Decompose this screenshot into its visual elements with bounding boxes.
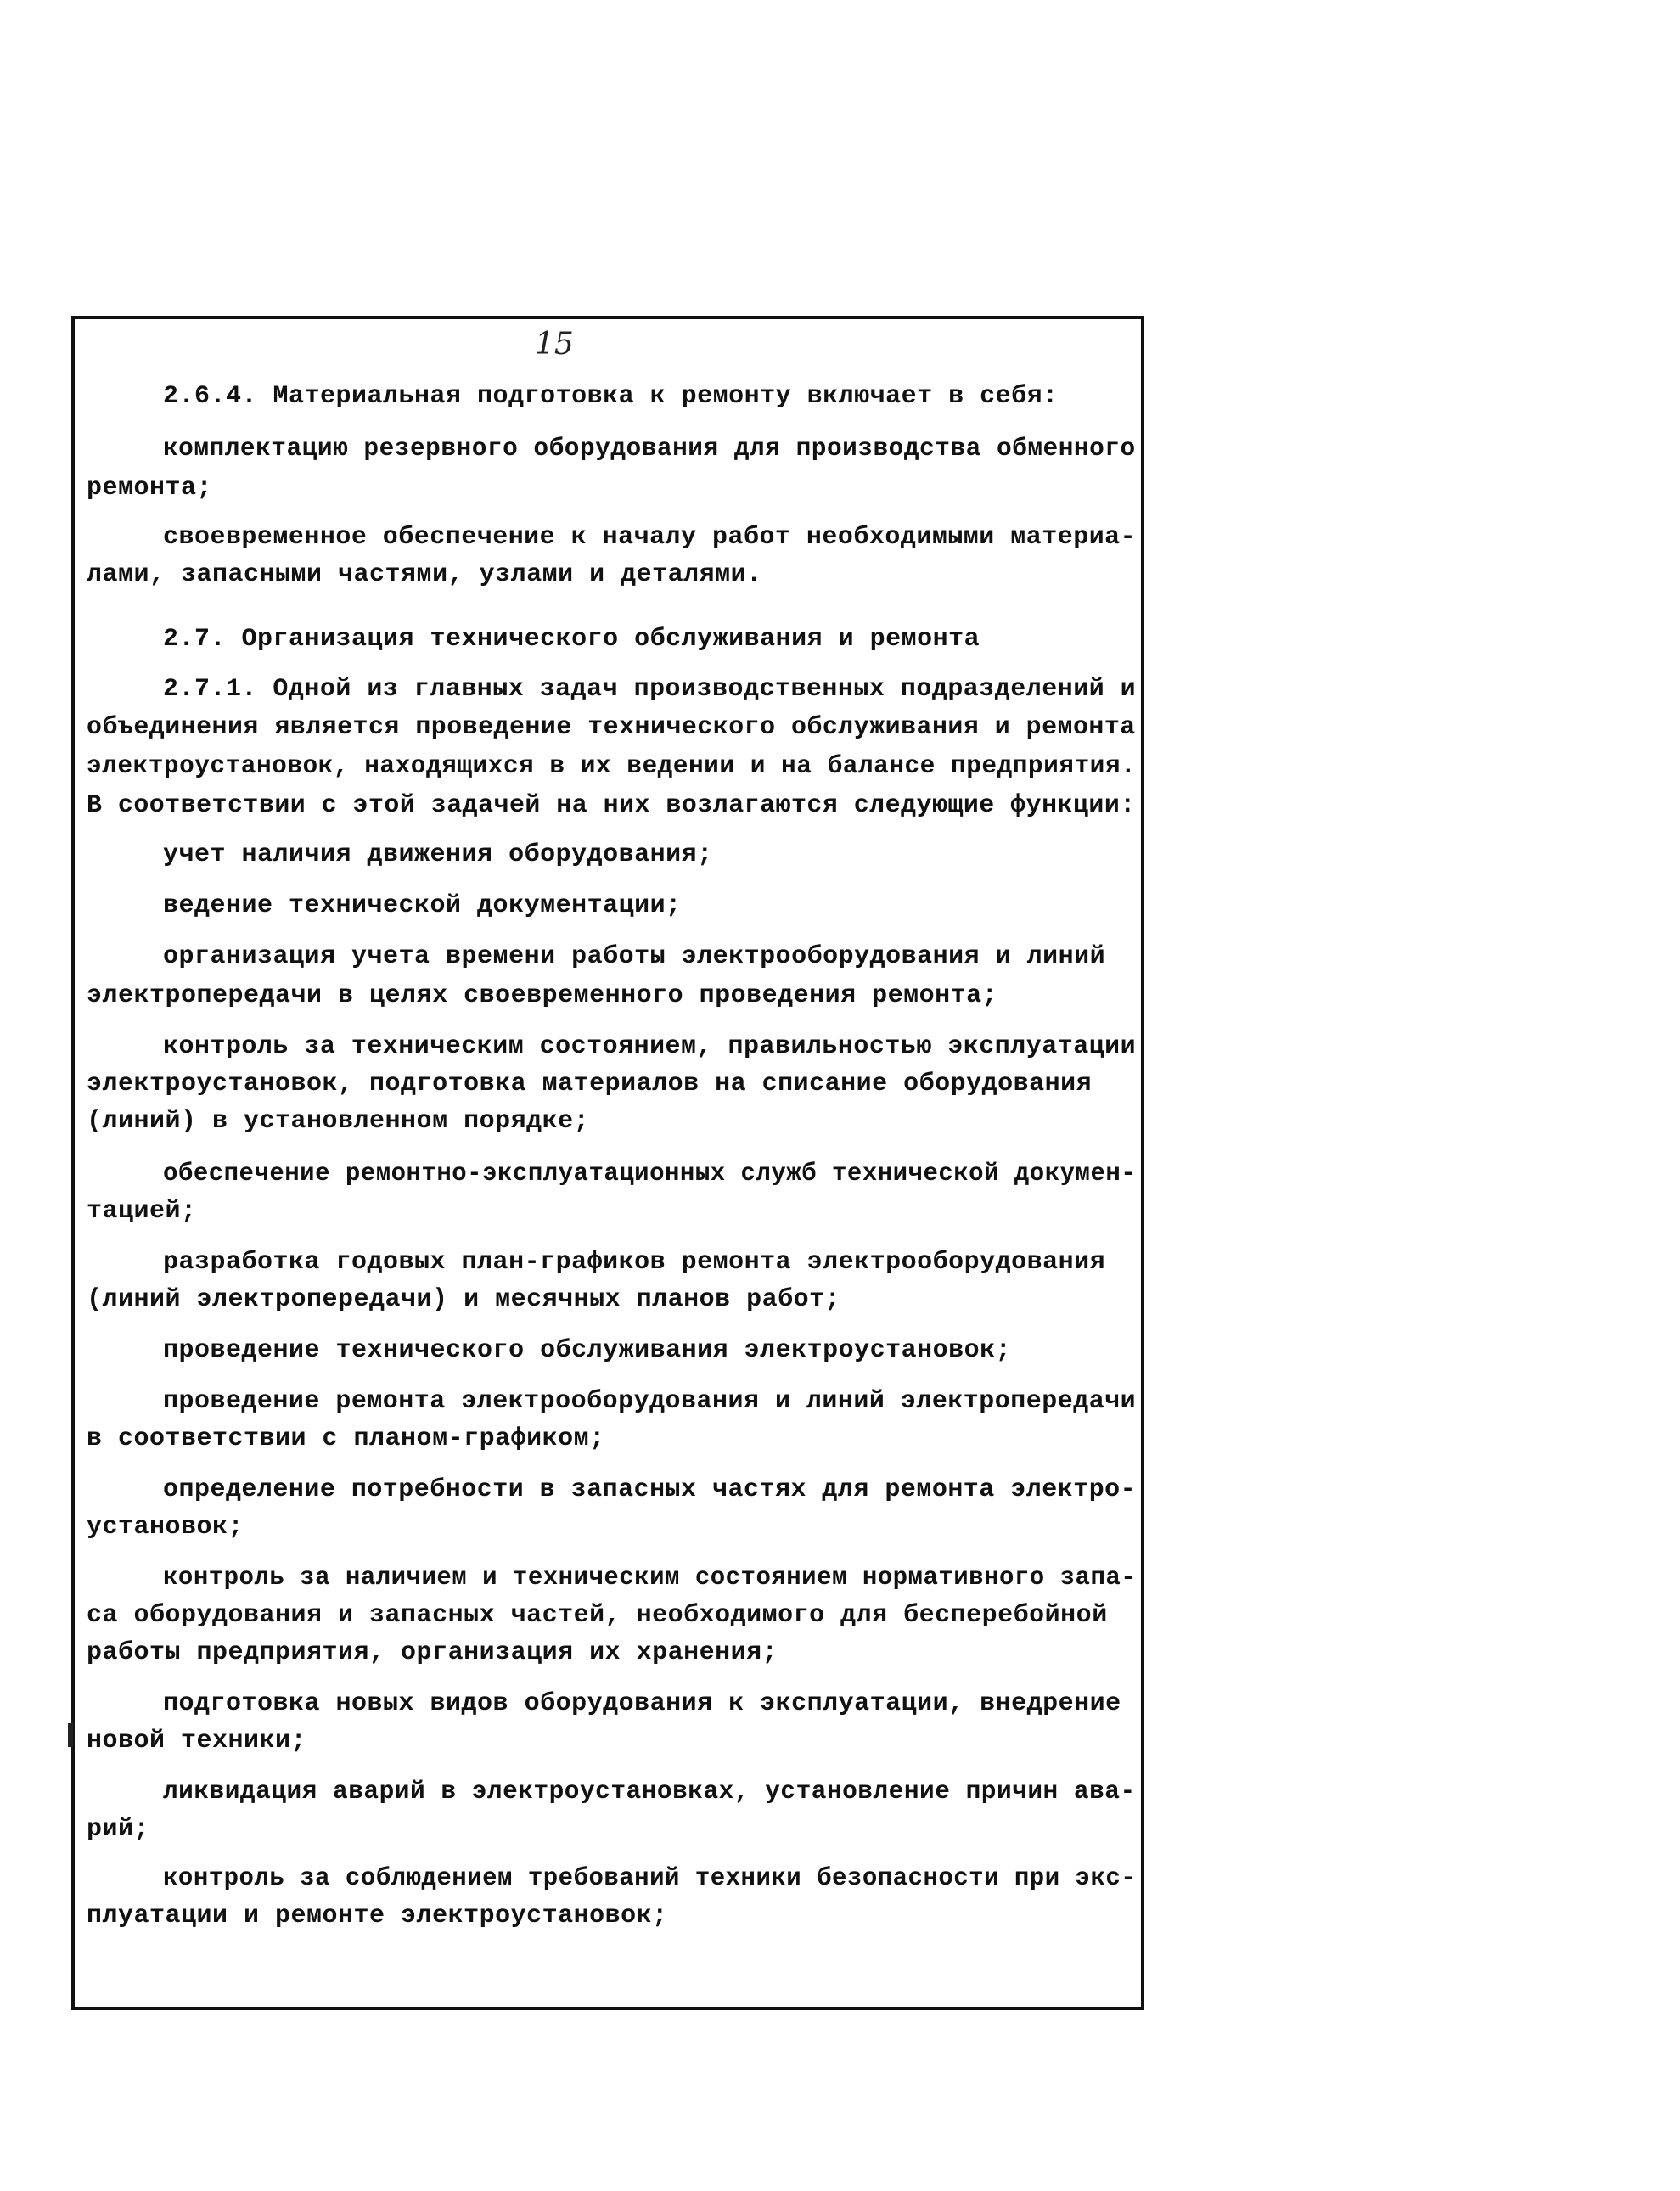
text-line: в соответствии с планом-графиком; (87, 1424, 605, 1453)
text-line: организация учета времени работы электрооборудования и линий (163, 942, 1106, 971)
text-line: электроустановок, подготовка материалов на списание оборудования (87, 1070, 1093, 1098)
text-line: своевременное обеспечение к началу работ необходимыми материа- (163, 523, 1137, 552)
text-line: са оборудования и запасных частей, необходимого для бесперебойной (87, 1601, 1108, 1630)
text-line: 2.7.1. Одной из главных задач производственных подразделений и (163, 675, 1137, 704)
text-line: определение потребности в запасных частях для ремонта электро- (163, 1475, 1137, 1504)
text-line: 2.6.4. Материальная подготовка к ремонту включает в себя: (163, 382, 1059, 411)
text-line: тацией; (87, 1197, 197, 1226)
text-line: рий; (87, 1815, 150, 1844)
text-line: ремонта; (87, 474, 213, 503)
text-line: электропередачи в целях своевременного проведения ремонта; (87, 981, 998, 1010)
text-line: разработка годовых план-графиков ремонта электрооборудования (163, 1248, 1106, 1277)
text-line: установок; (87, 1513, 244, 1542)
text-line: проведение технического обслуживания электроустановок; (163, 1336, 1012, 1365)
text-line: контроль за наличием и техническим состоянием нормативного запа- (163, 1564, 1137, 1593)
text-line: электроустановок, находящихся в их ведении и на балансе предприятия. (87, 752, 1137, 781)
text-line: проведение ремонта электрооборудования и линий электропередачи (163, 1387, 1137, 1416)
text-line: (линий) в установленном порядке; (87, 1107, 590, 1136)
page-number: 15 (535, 327, 574, 362)
text-line: ликвидация аварий в электроустановках, установление причин ава- (163, 1778, 1136, 1806)
text-line: плуатации и ремонте электроустановок; (87, 1902, 668, 1930)
text-line: контроль за техническим состоянием, правильностью эксплуатации (163, 1032, 1137, 1061)
text-line: лами, запасными частями, узлами и деталями. (87, 560, 762, 589)
text-line: ведение технической документации; (163, 891, 682, 920)
text-line: комплектацию резервного оборудования для производства обменного (163, 435, 1136, 463)
margin-mark (68, 1723, 73, 1747)
text-line: (линий электропередачи) и месячных планов работ; (87, 1285, 841, 1314)
text-line: новой техники; (87, 1727, 307, 1756)
section-heading: 2.7. Организация технического обслуживания и ремонта (163, 625, 980, 654)
text-line: подготовка новых видов оборудования к эксплуатации, внедрение (163, 1689, 1121, 1718)
text-line: объединения является проведение технического обслуживания и ремонта (87, 713, 1136, 742)
text-line: обеспечение ремонтно-эксплуатационных служб технической докумен- (163, 1160, 1137, 1188)
text-line: В соответствии с этой задачей на них возлагаются следующие функции: (87, 791, 1136, 820)
text-line: контроль за соблюдением требований техники безопасности при экс- (163, 1864, 1137, 1893)
text-line: учет наличия движения оборудования; (163, 840, 713, 869)
text-line: работы предприятия, организация их хранения; (87, 1638, 778, 1667)
